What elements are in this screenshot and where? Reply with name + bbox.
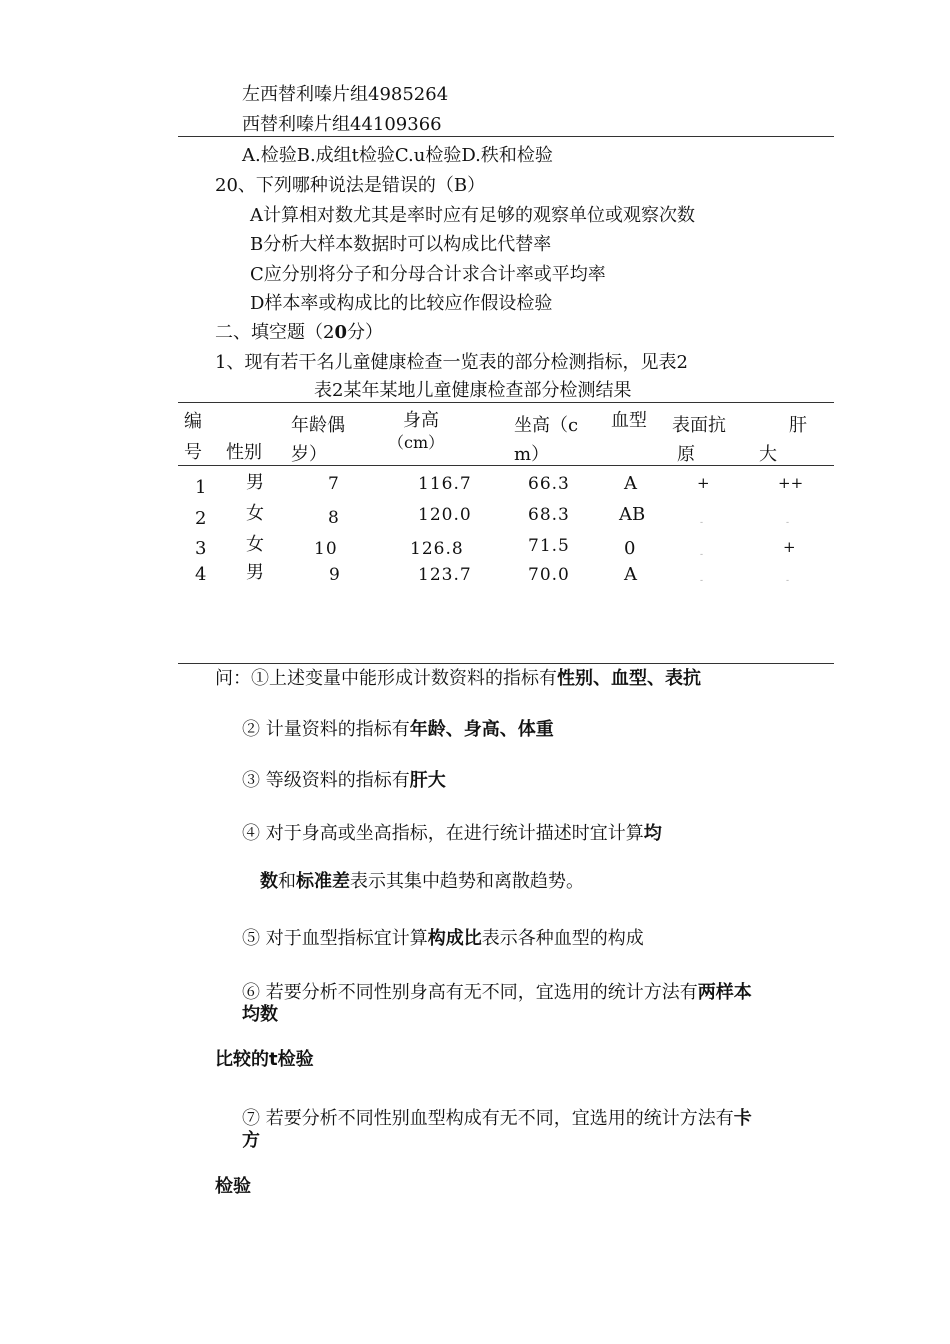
cell-blood: A xyxy=(624,473,637,494)
cell-sit: 68.3 xyxy=(528,505,570,525)
header-height-2: （cm） xyxy=(388,433,445,452)
cell-blood: AB xyxy=(619,504,646,525)
q20-option-c: C应分别将分子和分母合计求合计率或平均率 xyxy=(250,264,606,285)
q20-option-d: D样本率或构成比的比较应作假设检验 xyxy=(250,293,553,314)
cell-id: 2 xyxy=(195,508,207,529)
table-top-rule xyxy=(178,402,834,403)
table-bottom-rule xyxy=(178,663,834,664)
cell-blood: 0 xyxy=(624,538,636,559)
cell-sit: 71.5 xyxy=(528,536,570,556)
cell-sit: 66.3 xyxy=(528,474,570,494)
cell-age: 10 xyxy=(314,539,338,559)
cell-age: 8 xyxy=(328,508,340,528)
cell-liver: - xyxy=(786,518,790,528)
header-sit-2: m） xyxy=(514,444,550,465)
cell-sex: 男 xyxy=(246,472,264,493)
answer-6-cont: 比较的t检验 xyxy=(215,1049,314,1070)
cell-antigen: + xyxy=(697,474,710,492)
header-id-1: 编 xyxy=(184,411,202,432)
top-rule xyxy=(178,136,834,137)
answer-7-cont: 检验 xyxy=(215,1176,251,1197)
cell-liver: + xyxy=(783,538,796,556)
answer-2: ② 计量资料的指标有年龄、身高、体重 xyxy=(242,719,554,740)
header-sex: 性别 xyxy=(226,442,262,463)
cell-height: 116.7 xyxy=(418,474,472,494)
answer-5: ⑤ 对于血型指标宜计算构成比表示各种血型的构成 xyxy=(242,928,644,949)
header-antigen-1: 表面抗 xyxy=(672,415,726,436)
table-header-rule xyxy=(178,465,834,466)
cell-age: 9 xyxy=(329,565,341,585)
cell-id: 1 xyxy=(195,477,207,498)
header-id-2: 号 xyxy=(184,442,202,463)
header-liver-1: 肝 xyxy=(789,415,807,436)
cell-antigen: - xyxy=(700,550,704,560)
q19-options: A.检验B.成组t检验C.u检验D.秩和检验 xyxy=(242,145,553,166)
header-liver-2: 大 xyxy=(759,444,777,465)
cell-antigen: - xyxy=(700,518,704,528)
cell-sex: 男 xyxy=(246,562,264,583)
header-antigen-2: 原 xyxy=(677,444,695,465)
section2-q1: 1、现有若干名儿童健康检查一览表的部分检测指标，见表2 xyxy=(215,352,688,373)
cell-sit: 70.0 xyxy=(528,565,570,585)
cell-height: 126.8 xyxy=(410,539,464,559)
cell-id: 3 xyxy=(195,538,207,559)
answer-7: ⑦ 若要分析不同性别血型构成有无不同，宜选用的统计方法有卡 xyxy=(242,1108,752,1129)
top-row-2: 西替利嗪片组44109366 xyxy=(242,114,442,135)
table-caption: 表2某年某地儿童健康检查部分检测结果 xyxy=(314,380,632,401)
q20-option-a: A计算相对数尤其是率时应有足够的观察单位或观察次数 xyxy=(250,205,695,226)
answer-1: 问：①上述变量中能形成计数资料的指标有性别、血型、表抗 xyxy=(215,668,701,689)
cell-blood: A xyxy=(624,564,637,585)
cell-height: 120.0 xyxy=(418,505,472,525)
q20-stem: 20、下列哪种说法是错误的（B） xyxy=(215,175,486,196)
q20-option-b: B分析大样本数据时可以构成比代替率 xyxy=(250,234,552,255)
header-height-1: 身高 xyxy=(403,410,439,431)
answer-7-wrap: 方 xyxy=(242,1130,260,1151)
cell-height: 123.7 xyxy=(418,565,472,585)
answer-4-cont: 数和标准差表示其集中趋势和离散趋势。 xyxy=(260,871,584,892)
cell-id: 4 xyxy=(195,564,207,585)
top-row-1: 左西替利嗪片组4985264 xyxy=(242,84,449,105)
header-age-2: 岁） xyxy=(291,444,327,465)
cell-liver: - xyxy=(786,576,790,586)
cell-liver: ++ xyxy=(778,474,804,492)
cell-sex: 女 xyxy=(246,534,264,555)
answer-3: ③ 等级资料的指标有肝大 xyxy=(242,770,446,791)
section2-heading: 二、填空题（20分） xyxy=(215,322,383,343)
header-sit-1: 坐高（c xyxy=(514,415,579,436)
header-blood: 血型 xyxy=(611,410,647,431)
cell-age: 7 xyxy=(328,474,340,494)
cell-antigen: - xyxy=(700,576,704,586)
answer-6-wrap: 均数 xyxy=(242,1004,278,1025)
header-age-1: 年龄偶 xyxy=(291,415,345,436)
cell-sex: 女 xyxy=(246,503,264,524)
answer-4: ④ 对于身高或坐高指标，在进行统计描述时宜计算均 xyxy=(242,823,662,844)
answer-6: ⑥ 若要分析不同性别身高有无不同，宜选用的统计方法有两样本 xyxy=(242,982,752,1003)
